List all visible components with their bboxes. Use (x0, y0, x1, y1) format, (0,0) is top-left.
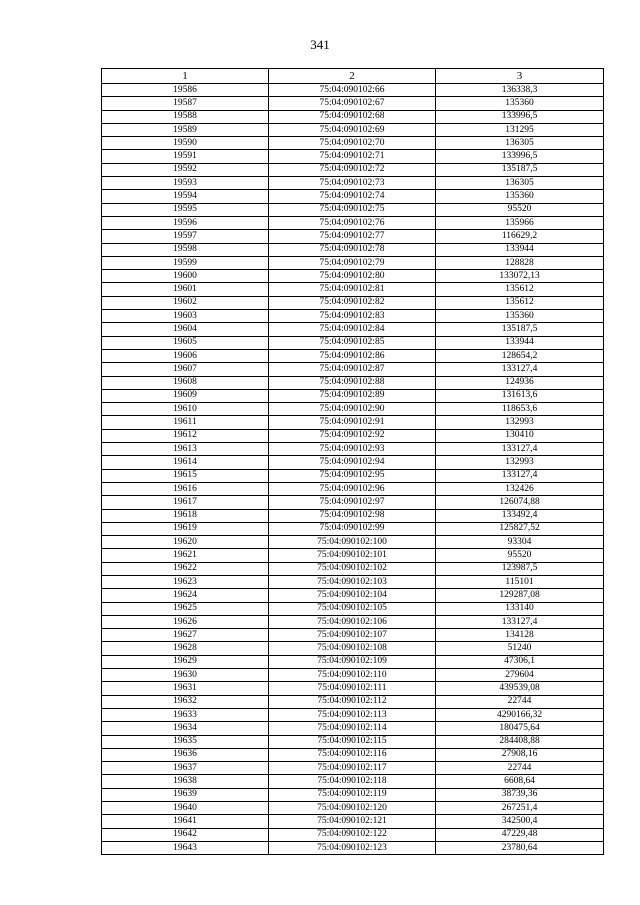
row-number-cell: 19610 (102, 403, 269, 416)
table-row (102, 562, 604, 575)
row-number-cell: 19596 (102, 216, 269, 229)
table-row (102, 403, 604, 416)
value-cell: 133127,4 (436, 469, 604, 482)
table-row (102, 123, 604, 136)
column-header-1: 1 (102, 69, 269, 84)
value-cell: 134128 (436, 629, 604, 642)
value-cell: 95520 (436, 203, 604, 216)
table-row (102, 828, 604, 841)
value-cell: 23780,64 (436, 841, 604, 854)
value-cell: 133127,4 (436, 443, 604, 456)
value-cell: 342500,4 (436, 815, 604, 828)
cadastral-number-cell: 75:04:090102:97 (269, 496, 436, 509)
cadastral-number-cell: 75:04:090102:123 (269, 841, 436, 854)
row-number-cell: 19600 (102, 270, 269, 283)
value-cell: 123987,5 (436, 562, 604, 575)
row-number-cell: 19606 (102, 349, 269, 362)
table-row (102, 137, 604, 150)
row-number-cell: 19588 (102, 110, 269, 123)
cadastral-number-cell: 75:04:090102:72 (269, 163, 436, 176)
value-cell: 132993 (436, 416, 604, 429)
cadastral-number-cell: 75:04:090102:89 (269, 389, 436, 402)
cadastral-number-cell: 75:04:090102:83 (269, 310, 436, 323)
value-cell: 125827,52 (436, 522, 604, 535)
cadastral-number-cell: 75:04:090102:120 (269, 802, 436, 815)
value-cell: 439539,08 (436, 682, 604, 695)
cadastral-number-cell: 75:04:090102:91 (269, 416, 436, 429)
cadastral-number-cell: 75:04:090102:87 (269, 363, 436, 376)
value-cell: 118653,6 (436, 403, 604, 416)
cadastral-number-cell: 75:04:090102:116 (269, 748, 436, 761)
value-cell: 133996,5 (436, 110, 604, 123)
value-cell: 133127,4 (436, 363, 604, 376)
row-number-cell: 19622 (102, 562, 269, 575)
row-number-cell: 19618 (102, 509, 269, 522)
table-row (102, 722, 604, 735)
table-row (102, 682, 604, 695)
value-cell: 133996,5 (436, 150, 604, 163)
table-row (102, 788, 604, 801)
table-row (102, 443, 604, 456)
table-row (102, 735, 604, 748)
row-number-cell: 19587 (102, 97, 269, 110)
row-number-cell: 19605 (102, 336, 269, 349)
row-number-cell: 19629 (102, 655, 269, 668)
row-number-cell: 19638 (102, 775, 269, 788)
row-number-cell: 19592 (102, 163, 269, 176)
table-row (102, 110, 604, 123)
value-cell: 6608,64 (436, 775, 604, 788)
value-cell: 133140 (436, 602, 604, 615)
table-row (102, 775, 604, 788)
table-row (102, 243, 604, 256)
value-cell: 284408,88 (436, 735, 604, 748)
row-number-cell: 19620 (102, 536, 269, 549)
cadastral-number-cell: 75:04:090102:112 (269, 695, 436, 708)
cadastral-number-cell: 75:04:090102:78 (269, 243, 436, 256)
table-row (102, 84, 604, 97)
row-number-cell: 19634 (102, 722, 269, 735)
column-header-2: 2 (269, 69, 436, 84)
table-row (102, 310, 604, 323)
cadastral-number-cell: 75:04:090102:100 (269, 536, 436, 549)
row-number-cell: 19612 (102, 429, 269, 442)
row-number-cell: 19615 (102, 469, 269, 482)
table-row (102, 429, 604, 442)
table-row (102, 270, 604, 283)
table-row (102, 496, 604, 509)
row-number-cell: 19616 (102, 482, 269, 495)
value-cell: 4290166,32 (436, 708, 604, 721)
value-cell: 136305 (436, 177, 604, 190)
table-row (102, 482, 604, 495)
row-number-cell: 19623 (102, 575, 269, 588)
cadastral-number-cell: 75:04:090102:117 (269, 762, 436, 775)
cadastral-number-cell: 75:04:090102:68 (269, 110, 436, 123)
cadastral-number-cell: 75:04:090102:95 (269, 469, 436, 482)
value-cell: 22744 (436, 762, 604, 775)
row-number-cell: 19643 (102, 841, 269, 854)
table-row (102, 349, 604, 362)
value-cell: 135187,5 (436, 163, 604, 176)
table-row (102, 695, 604, 708)
table-row (102, 708, 604, 721)
table-row (102, 575, 604, 588)
table-row (102, 97, 604, 110)
row-number-cell: 19628 (102, 642, 269, 655)
cadastral-number-cell: 75:04:090102:121 (269, 815, 436, 828)
value-cell: 267251,4 (436, 802, 604, 815)
table-header-row (102, 69, 604, 84)
value-cell: 115101 (436, 575, 604, 588)
value-cell: 51240 (436, 642, 604, 655)
table-row (102, 323, 604, 336)
row-number-cell: 19593 (102, 177, 269, 190)
value-cell: 135612 (436, 296, 604, 309)
cadastral-number-cell: 75:04:090102:98 (269, 509, 436, 522)
table-row (102, 762, 604, 775)
row-number-cell: 19613 (102, 443, 269, 456)
cadastral-number-cell: 75:04:090102:69 (269, 123, 436, 136)
row-number-cell: 19625 (102, 602, 269, 615)
cadastral-number-cell: 75:04:090102:93 (269, 443, 436, 456)
value-cell: 135360 (436, 97, 604, 110)
value-cell: 130410 (436, 429, 604, 442)
table-row (102, 602, 604, 615)
cadastral-number-cell: 75:04:090102:70 (269, 137, 436, 150)
row-number-cell: 19595 (102, 203, 269, 216)
cadastral-number-cell: 75:04:090102:84 (269, 323, 436, 336)
cadastral-number-cell: 75:04:090102:119 (269, 788, 436, 801)
table-row (102, 163, 604, 176)
value-cell: 132993 (436, 456, 604, 469)
row-number-cell: 19604 (102, 323, 269, 336)
value-cell: 47306,1 (436, 655, 604, 668)
table-body (102, 84, 604, 855)
table-row (102, 549, 604, 562)
cadastral-number-cell: 75:04:090102:77 (269, 230, 436, 243)
value-cell: 128654,2 (436, 349, 604, 362)
cadastral-number-cell: 75:04:090102:75 (269, 203, 436, 216)
cadastral-number-cell: 75:04:090102:118 (269, 775, 436, 788)
row-number-cell: 19611 (102, 416, 269, 429)
value-cell: 131295 (436, 123, 604, 136)
row-number-cell: 19642 (102, 828, 269, 841)
value-cell: 135360 (436, 310, 604, 323)
table-row (102, 841, 604, 854)
value-cell: 116629,2 (436, 230, 604, 243)
cadastral-number-cell: 75:04:090102:114 (269, 722, 436, 735)
table-row (102, 336, 604, 349)
cadastral-number-cell: 75:04:090102:92 (269, 429, 436, 442)
row-number-cell: 19601 (102, 283, 269, 296)
cadastral-number-cell: 75:04:090102:111 (269, 682, 436, 695)
table-row (102, 203, 604, 216)
value-cell: 133127,4 (436, 615, 604, 628)
cadastral-number-cell: 75:04:090102:74 (269, 190, 436, 203)
table-row (102, 150, 604, 163)
value-cell: 47229,48 (436, 828, 604, 841)
page-number: 341 (310, 37, 330, 52)
row-number-cell: 19609 (102, 389, 269, 402)
cadastral-number-cell: 75:04:090102:94 (269, 456, 436, 469)
value-cell: 132426 (436, 482, 604, 495)
cadastral-number-cell: 75:04:090102:108 (269, 642, 436, 655)
row-number-cell: 19599 (102, 256, 269, 269)
table-row (102, 216, 604, 229)
cadastral-number-cell: 75:04:090102:96 (269, 482, 436, 495)
cadastral-number-cell: 75:04:090102:79 (269, 256, 436, 269)
row-number-cell: 19621 (102, 549, 269, 562)
row-number-cell: 19602 (102, 296, 269, 309)
value-cell: 22744 (436, 695, 604, 708)
cadastral-number-cell: 75:04:090102:71 (269, 150, 436, 163)
row-number-cell: 19626 (102, 615, 269, 628)
row-number-cell: 19608 (102, 376, 269, 389)
value-cell: 129287,08 (436, 589, 604, 602)
value-cell: 126074,88 (436, 496, 604, 509)
row-number-cell: 19631 (102, 682, 269, 695)
value-cell: 124936 (436, 376, 604, 389)
cadastral-number-cell: 75:04:090102:102 (269, 562, 436, 575)
cadastral-number-cell: 75:04:090102:82 (269, 296, 436, 309)
table-row (102, 655, 604, 668)
value-cell: 135187,5 (436, 323, 604, 336)
table-row (102, 642, 604, 655)
cadastral-number-cell: 75:04:090102:122 (269, 828, 436, 841)
value-cell: 180475,64 (436, 722, 604, 735)
cadastral-number-cell: 75:04:090102:99 (269, 522, 436, 535)
row-number-cell: 19590 (102, 137, 269, 150)
table-row (102, 389, 604, 402)
value-cell: 133072,13 (436, 270, 604, 283)
row-number-cell: 19641 (102, 815, 269, 828)
row-number-cell: 19640 (102, 802, 269, 815)
cadastral-number-cell: 75:04:090102:85 (269, 336, 436, 349)
table-row (102, 230, 604, 243)
cadastral-number-cell: 75:04:090102:107 (269, 629, 436, 642)
table-row (102, 456, 604, 469)
column-header-3: 3 (436, 69, 604, 84)
value-cell: 27908,16 (436, 748, 604, 761)
data-table (101, 68, 604, 855)
value-cell: 133944 (436, 336, 604, 349)
row-number-cell: 19594 (102, 190, 269, 203)
table-row (102, 536, 604, 549)
row-number-cell: 19639 (102, 788, 269, 801)
cadastral-number-cell: 75:04:090102:76 (269, 216, 436, 229)
cadastral-number-cell: 75:04:090102:73 (269, 177, 436, 190)
row-number-cell: 19614 (102, 456, 269, 469)
cadastral-number-cell: 75:04:090102:115 (269, 735, 436, 748)
row-number-cell: 19630 (102, 669, 269, 682)
table-row (102, 376, 604, 389)
table-row (102, 177, 604, 190)
cadastral-number-cell: 75:04:090102:66 (269, 84, 436, 97)
cadastral-number-cell: 75:04:090102:103 (269, 575, 436, 588)
cadastral-number-cell: 75:04:090102:109 (269, 655, 436, 668)
cadastral-number-cell: 75:04:090102:80 (269, 270, 436, 283)
value-cell: 133944 (436, 243, 604, 256)
cadastral-number-cell: 75:04:090102:105 (269, 602, 436, 615)
row-number-cell: 19607 (102, 363, 269, 376)
value-cell: 136338,3 (436, 84, 604, 97)
row-number-cell: 19632 (102, 695, 269, 708)
row-number-cell: 19586 (102, 84, 269, 97)
table-row (102, 256, 604, 269)
row-number-cell: 19617 (102, 496, 269, 509)
value-cell: 136305 (436, 137, 604, 150)
table-row (102, 469, 604, 482)
cadastral-number-cell: 75:04:090102:88 (269, 376, 436, 389)
value-cell: 135966 (436, 216, 604, 229)
row-number-cell: 19603 (102, 310, 269, 323)
table-row (102, 416, 604, 429)
row-number-cell: 19637 (102, 762, 269, 775)
table-row (102, 748, 604, 761)
table-row (102, 363, 604, 376)
row-number-cell: 19598 (102, 243, 269, 256)
cadastral-number-cell: 75:04:090102:104 (269, 589, 436, 602)
cadastral-number-cell: 75:04:090102:110 (269, 669, 436, 682)
row-number-cell: 19591 (102, 150, 269, 163)
row-number-cell: 19597 (102, 230, 269, 243)
value-cell: 93304 (436, 536, 604, 549)
table-row (102, 296, 604, 309)
cadastral-number-cell: 75:04:090102:101 (269, 549, 436, 562)
table-row (102, 283, 604, 296)
cadastral-number-cell: 75:04:090102:90 (269, 403, 436, 416)
value-cell: 95520 (436, 549, 604, 562)
table-row (102, 589, 604, 602)
table-row (102, 509, 604, 522)
value-cell: 38739,36 (436, 788, 604, 801)
table-row (102, 190, 604, 203)
table-row (102, 522, 604, 535)
row-number-cell: 19619 (102, 522, 269, 535)
row-number-cell: 19624 (102, 589, 269, 602)
table-row (102, 615, 604, 628)
row-number-cell: 19627 (102, 629, 269, 642)
cadastral-number-cell: 75:04:090102:81 (269, 283, 436, 296)
table-row (102, 669, 604, 682)
value-cell: 135360 (436, 190, 604, 203)
cadastral-number-cell: 75:04:090102:113 (269, 708, 436, 721)
value-cell: 279604 (436, 669, 604, 682)
row-number-cell: 19633 (102, 708, 269, 721)
cadastral-number-cell: 75:04:090102:86 (269, 349, 436, 362)
value-cell: 133492,4 (436, 509, 604, 522)
row-number-cell: 19589 (102, 123, 269, 136)
row-number-cell: 19636 (102, 748, 269, 761)
value-cell: 128828 (436, 256, 604, 269)
table-row (102, 815, 604, 828)
value-cell: 131613,6 (436, 389, 604, 402)
row-number-cell: 19635 (102, 735, 269, 748)
value-cell: 135612 (436, 283, 604, 296)
table-row (102, 802, 604, 815)
table-row (102, 629, 604, 642)
cadastral-number-cell: 75:04:090102:67 (269, 97, 436, 110)
cadastral-number-cell: 75:04:090102:106 (269, 615, 436, 628)
